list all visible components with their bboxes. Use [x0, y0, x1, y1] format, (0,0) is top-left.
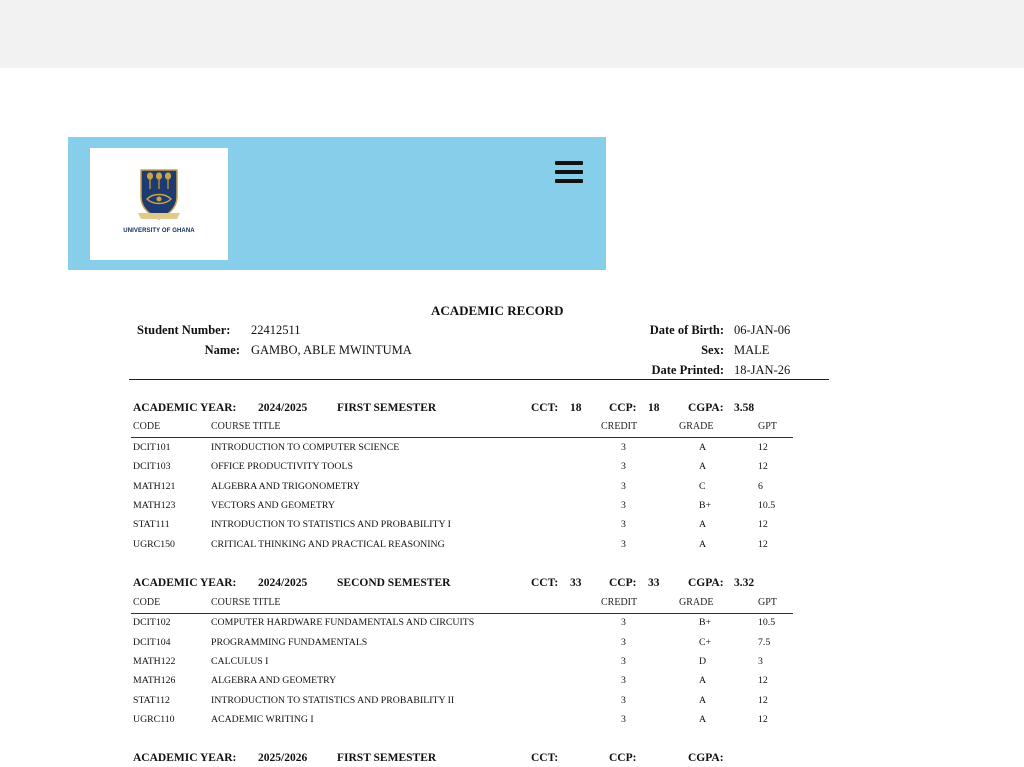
academic-year-label: ACADEMIC YEAR: [133, 577, 237, 589]
course-credit: 3 [621, 656, 626, 667]
cct-value: 18 [570, 402, 582, 414]
course-gpt: 12 [758, 714, 768, 725]
course-credit: 3 [621, 539, 626, 550]
course-code: DCIT104 [133, 637, 171, 648]
university-name-text: UNIVERSITY OF GHANA [123, 228, 195, 234]
academic-year-value: 2024/2025 [258, 402, 308, 414]
course-code: MATH121 [133, 481, 176, 492]
course-code: MATH126 [133, 675, 176, 686]
semester-name: FIRST SEMESTER [337, 402, 437, 414]
date-printed-value: 18-JAN-26 [734, 363, 791, 377]
academic-year-value: 2025/2026 [258, 752, 308, 764]
cct-label: CCT: [531, 577, 559, 589]
semester-name: FIRST SEMESTER [337, 752, 437, 764]
course-grade: B+ [699, 500, 712, 511]
course-title: INTRODUCTION TO STATISTICS AND PROBABILITY I [211, 519, 451, 530]
course-gpt: 10.5 [758, 617, 776, 628]
cgpa-label: CGPA: [688, 577, 724, 589]
course-title: COMPUTER HARDWARE FUNDAMENTALS AND CIRCUITS [211, 617, 475, 628]
course-gpt: 12 [758, 675, 768, 686]
table-header-divider [131, 613, 793, 614]
column-header-code: CODE [133, 421, 161, 432]
header-divider [129, 379, 829, 380]
course-credit: 3 [621, 617, 626, 628]
course-credit: 3 [621, 500, 626, 511]
course-gpt: 10.5 [758, 500, 776, 511]
student-number-label: Student Number: [137, 323, 231, 337]
course-credit: 3 [621, 519, 626, 530]
course-grade: A [699, 539, 707, 550]
cct-label: CCT: [531, 752, 559, 764]
column-header-gpt: GPT [758, 421, 777, 432]
course-gpt: 12 [758, 695, 768, 706]
sex-value: MALE [734, 343, 770, 357]
table-header-divider [131, 437, 793, 438]
course-grade: A [699, 695, 707, 706]
dob-label: Date of Birth: [649, 323, 724, 337]
course-code: STAT111 [133, 519, 170, 530]
course-credit: 3 [621, 675, 626, 686]
course-gpt: 12 [758, 519, 768, 530]
course-code: DCIT102 [133, 617, 171, 628]
cgpa-value: 3.32 [734, 577, 755, 589]
course-gpt: 12 [758, 442, 768, 453]
column-header-grade: GRADE [679, 597, 714, 608]
course-grade: A [699, 442, 707, 453]
column-header-title: COURSE TITLE [211, 421, 281, 432]
course-code: DCIT103 [133, 461, 171, 472]
column-header-title: COURSE TITLE [211, 597, 281, 608]
cgpa-label: CGPA: [688, 402, 724, 414]
course-title: INTRODUCTION TO COMPUTER SCIENCE [211, 442, 400, 453]
cgpa-label: CGPA: [688, 752, 724, 764]
cct-value: 33 [570, 577, 582, 589]
course-gpt: 6 [758, 481, 763, 492]
column-header-code: CODE [133, 597, 161, 608]
course-gpt: 12 [758, 461, 768, 472]
course-title: CALCULUS I [211, 656, 269, 667]
date-printed-label: Date Printed: [651, 363, 724, 377]
ccp-value: 33 [648, 577, 660, 589]
course-title: PROGRAMMING FUNDAMENTALS [211, 637, 368, 648]
ccp-value: 18 [648, 402, 660, 414]
cct-label: CCT: [531, 402, 559, 414]
course-gpt: 12 [758, 539, 768, 550]
ccp-label: CCP: [609, 577, 637, 589]
column-header-gpt: GPT [758, 597, 777, 608]
course-credit: 3 [621, 442, 626, 453]
ccp-label: CCP: [609, 752, 637, 764]
academic-year-label: ACADEMIC YEAR: [133, 752, 237, 764]
course-gpt: 7.5 [758, 637, 771, 648]
column-header-credit: CREDIT [601, 597, 638, 608]
student-number-value: 22412511 [251, 323, 301, 337]
course-grade: C+ [699, 637, 712, 648]
semester-name: SECOND SEMESTER [337, 577, 451, 589]
course-code: UGRC150 [133, 539, 175, 550]
course-grade: C [699, 481, 706, 492]
cgpa-value: 3.58 [734, 402, 755, 414]
course-grade: D [699, 656, 707, 667]
name-label: Name: [204, 343, 240, 357]
dob-value: 06-JAN-06 [734, 323, 791, 337]
course-gpt: 3 [758, 656, 763, 667]
course-code: UGRC110 [133, 714, 175, 725]
course-grade: A [699, 461, 707, 472]
sex-label: Sex: [701, 343, 724, 357]
course-code: MATH123 [133, 500, 176, 511]
course-title: OFFICE PRODUCTIVITY TOOLS [211, 461, 353, 472]
course-credit: 3 [621, 714, 626, 725]
academic-year-label: ACADEMIC YEAR: [133, 402, 237, 414]
course-code: MATH122 [133, 656, 176, 667]
course-title: VECTORS AND GEOMETRY [211, 500, 335, 511]
course-grade: A [699, 675, 707, 686]
document-title: ACADEMIC RECORD [431, 303, 564, 318]
course-credit: 3 [621, 695, 626, 706]
column-header-credit: CREDIT [601, 421, 638, 432]
course-code: DCIT101 [133, 442, 171, 453]
course-grade: A [699, 714, 707, 725]
course-credit: 3 [621, 481, 626, 492]
course-code: STAT112 [133, 695, 170, 706]
course-title: ACADEMIC WRITING I [211, 714, 314, 725]
course-title: ALGEBRA AND TRIGONOMETRY [211, 481, 360, 492]
course-grade: A [699, 519, 707, 530]
course-credit: 3 [621, 461, 626, 472]
ccp-label: CCP: [609, 402, 637, 414]
course-grade: B+ [699, 617, 712, 628]
course-title: INTRODUCTION TO STATISTICS AND PROBABILITY II [211, 695, 455, 706]
academic-year-value: 2024/2025 [258, 577, 308, 589]
name-value: GAMBO, ABLE MWINTUMA [251, 343, 412, 357]
course-title: ALGEBRA AND GEOMETRY [211, 675, 337, 686]
course-credit: 3 [621, 637, 626, 648]
column-header-grade: GRADE [679, 421, 714, 432]
course-title: CRITICAL THINKING AND PRACTICAL REASONING [211, 539, 445, 550]
